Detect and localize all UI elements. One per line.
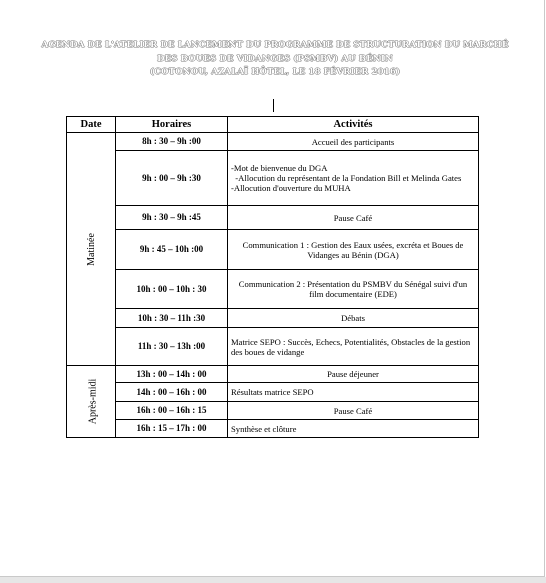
time-cell: 16h : 00 – 16h : 15 [116,402,228,420]
time-cell: 10h : 30 – 11h :30 [116,309,228,328]
activity-line: -Mot de bienvenue du DGA [231,163,328,173]
time-cell: 16h : 15 – 17h : 00 [116,420,228,438]
title-line-3: (COTONOU, AZALAÏ HÔTEL, LE 18 FÉVRIER 2016) [149,67,401,77]
activity-line: Résultats matrice SEPO [231,387,314,397]
activity-cell [228,230,479,270]
activity-cell [228,270,479,309]
header-horaires: Horaires [116,117,228,133]
session-afternoon-label: Après-midi [87,378,99,425]
activity-line: Matrice SEPO : Succès, Echecs, Potentialités, Obstacles de la gestion des boues de vidange [231,336,471,357]
activity-line: -Allocution du représentant de la Fondation Bill et Melinda Gates [231,173,462,183]
activity-line: -Allocution d'ouverture du MUHA [231,183,351,193]
text-cursor [273,99,274,112]
header-activites: Activités [228,117,479,133]
table-header-row [67,117,479,133]
time-cell: 9h : 45 – 10h :00 [116,230,228,270]
activity-line: Accueil des participants [311,136,395,147]
time-cell: 11h : 30 – 13h :00 [116,328,228,366]
session-morning-cell [67,133,116,366]
activity-cell [228,420,479,438]
header-date: Date [67,117,116,133]
table-row [67,270,479,309]
activity-line: Débats [341,313,365,323]
time-cell: 10h : 00 – 10h : 30 [116,270,228,309]
table-row [67,383,479,402]
agenda-table [66,116,479,438]
time-cell: 9h : 00 – 9h :30 [116,151,228,206]
activity-line: Communication 2 : Présentation du PSMBV du Sénégal suivi d'un film documentaire (EDE) [238,279,468,299]
activity-line: Pause Café [333,405,373,416]
table-row [67,230,479,270]
activity-cell [228,151,479,206]
activity-cell [228,309,479,328]
time-cell: 9h : 30 – 9h :45 [116,206,228,230]
table-row [67,151,479,206]
table-row [67,206,479,230]
time-cell: 8h : 30 – 9h :00 [116,133,228,151]
activity-cell [228,328,479,366]
activity-cell [228,133,479,151]
document-title [40,39,510,80]
time-cell: 13h : 00 – 14h : 00 [116,366,228,383]
activity-line: Pause déjeuner [327,369,379,379]
activity-cell [228,402,479,420]
session-morning-label: Matinée [85,232,97,266]
page-bottom-strip [0,577,546,583]
activity-cell [228,206,479,230]
time-cell: 14h : 00 – 16h : 00 [116,383,228,402]
activity-cell [228,383,479,402]
activity-cell [228,366,479,383]
activity-line: Synthèse et clôture [231,423,297,434]
table-row [67,402,479,420]
table-row [67,133,479,151]
title-line-2: DES BOUES DE VIDANGES (PSMBV) AU BÉNIN [157,53,393,64]
activity-line: Communication 1 : Gestion des Eaux usées, excréta et Boues de Vidanges au Bénin (DGA) [242,239,464,260]
session-afternoon-cell [67,366,116,438]
table-row [67,309,479,328]
table-row [67,328,479,366]
title-line-1: AGENDA DE L'ATELIER DE LANCEMENT DU PROGRAMME DE STRUCTURATION DU MARCHÉ [41,40,509,50]
table-row [67,420,479,438]
table-row [67,366,479,383]
activity-line: Pause Café [333,212,373,223]
